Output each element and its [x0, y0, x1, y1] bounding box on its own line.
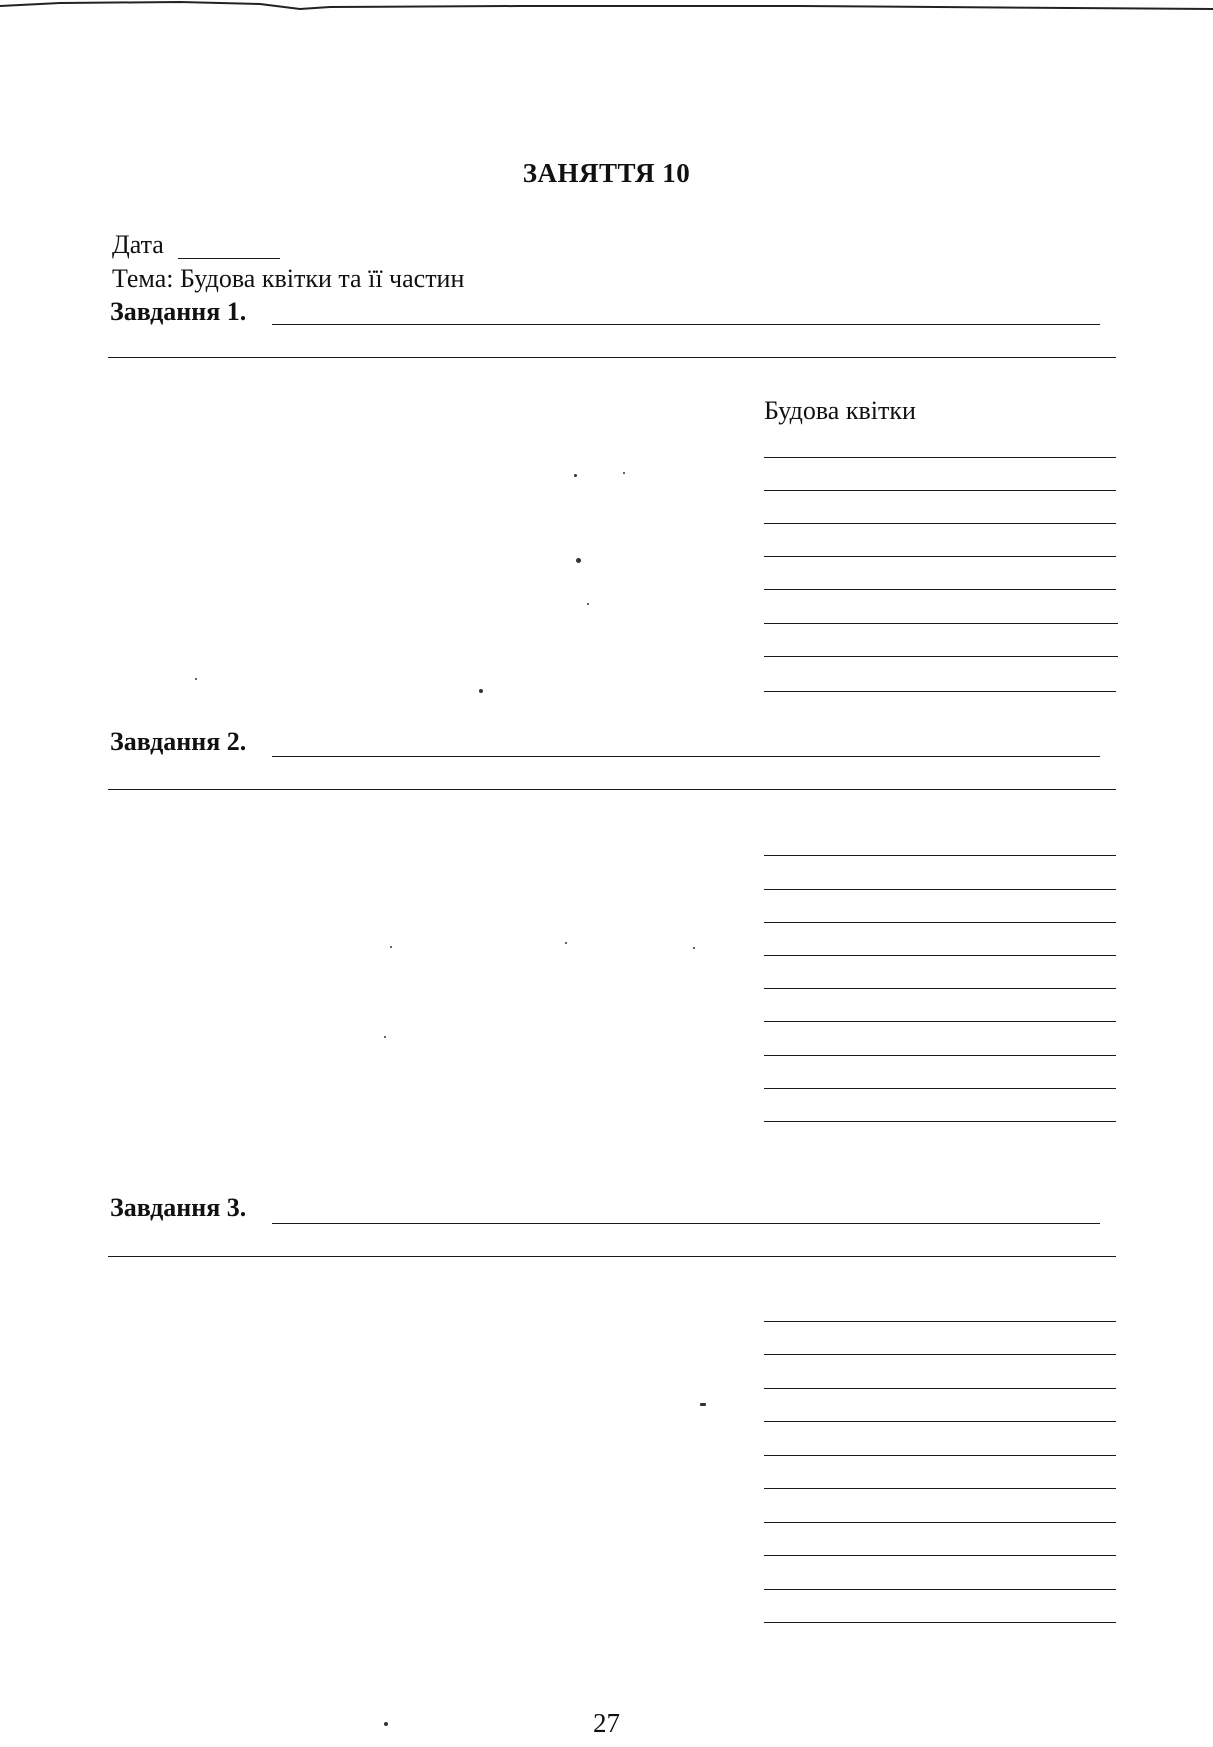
scan-speck	[623, 472, 625, 474]
task-3-label-line[interactable]	[764, 1622, 1116, 1623]
task-3-label-line[interactable]	[764, 1388, 1116, 1389]
task-1-answer-line-2[interactable]	[108, 357, 1116, 358]
task-2-label: Завдання 2.	[110, 727, 247, 756]
task-2-answer-line-2[interactable]	[108, 789, 1116, 790]
task-1-label-line[interactable]	[764, 523, 1116, 524]
scan-speck	[390, 946, 392, 948]
date-label: Дата	[112, 230, 164, 259]
task-2-label-line[interactable]	[764, 1021, 1116, 1022]
task-1-answer-line-1[interactable]	[272, 324, 1100, 325]
task-3-label-line[interactable]	[764, 1488, 1116, 1489]
task-3-label-line[interactable]	[764, 1354, 1116, 1355]
task-2-answer-line-1[interactable]	[272, 756, 1100, 757]
task-3-label-line[interactable]	[764, 1421, 1116, 1422]
lesson-title: ЗАНЯТТЯ 10	[522, 158, 691, 188]
task-1-label-line[interactable]	[764, 656, 1118, 657]
task-3-answer-line-2[interactable]	[108, 1256, 1116, 1257]
task-3-label-line[interactable]	[764, 1321, 1116, 1322]
topic-line	[112, 264, 464, 294]
task-1-label-line[interactable]	[764, 556, 1116, 557]
task-3-label-line[interactable]	[764, 1589, 1116, 1590]
task-3-label-line[interactable]	[764, 1455, 1116, 1456]
task-2-label-line[interactable]	[764, 1121, 1116, 1122]
task-3-label: Завдання 3.	[110, 1193, 247, 1222]
scan-speck	[384, 1036, 386, 1038]
scan-speck	[576, 558, 581, 563]
task-1-label-line[interactable]	[764, 623, 1118, 624]
page-number: 27	[593, 1708, 620, 1738]
scan-speck	[693, 947, 695, 949]
scan-speck	[574, 474, 577, 477]
task-1-label-line[interactable]	[764, 457, 1116, 458]
task-2-label-line[interactable]	[764, 889, 1116, 890]
date-blank-line[interactable]	[178, 258, 280, 259]
scan-speck	[587, 603, 589, 605]
scan-top-edge	[0, 0, 1213, 14]
scan-speck	[479, 689, 483, 693]
flower-structure-heading: Будова квітки	[764, 396, 916, 425]
task-1-label-line[interactable]	[764, 691, 1116, 692]
topic-label: Тема:	[112, 264, 174, 293]
scan-speck	[700, 1403, 706, 1406]
task-3-label-line[interactable]	[764, 1555, 1116, 1556]
task-2-label-line[interactable]	[764, 955, 1116, 956]
topic-value: Будова квітки та її частин	[179, 264, 465, 293]
task-3-label-line[interactable]	[764, 1522, 1116, 1523]
task-2-label-line[interactable]	[764, 1055, 1116, 1056]
task-1-label-line[interactable]	[764, 490, 1116, 491]
task-1-label: Завдання 1.	[110, 297, 247, 326]
scan-speck	[565, 942, 567, 944]
task-1-label-line[interactable]	[764, 589, 1116, 590]
task-3-answer-line-1[interactable]	[272, 1223, 1100, 1224]
task-2-label-line[interactable]	[764, 855, 1116, 856]
scan-speck	[195, 678, 197, 680]
task-2-label-line[interactable]	[764, 988, 1116, 989]
task-2-label-line[interactable]	[764, 922, 1116, 923]
task-2-label-line[interactable]	[764, 1088, 1116, 1089]
